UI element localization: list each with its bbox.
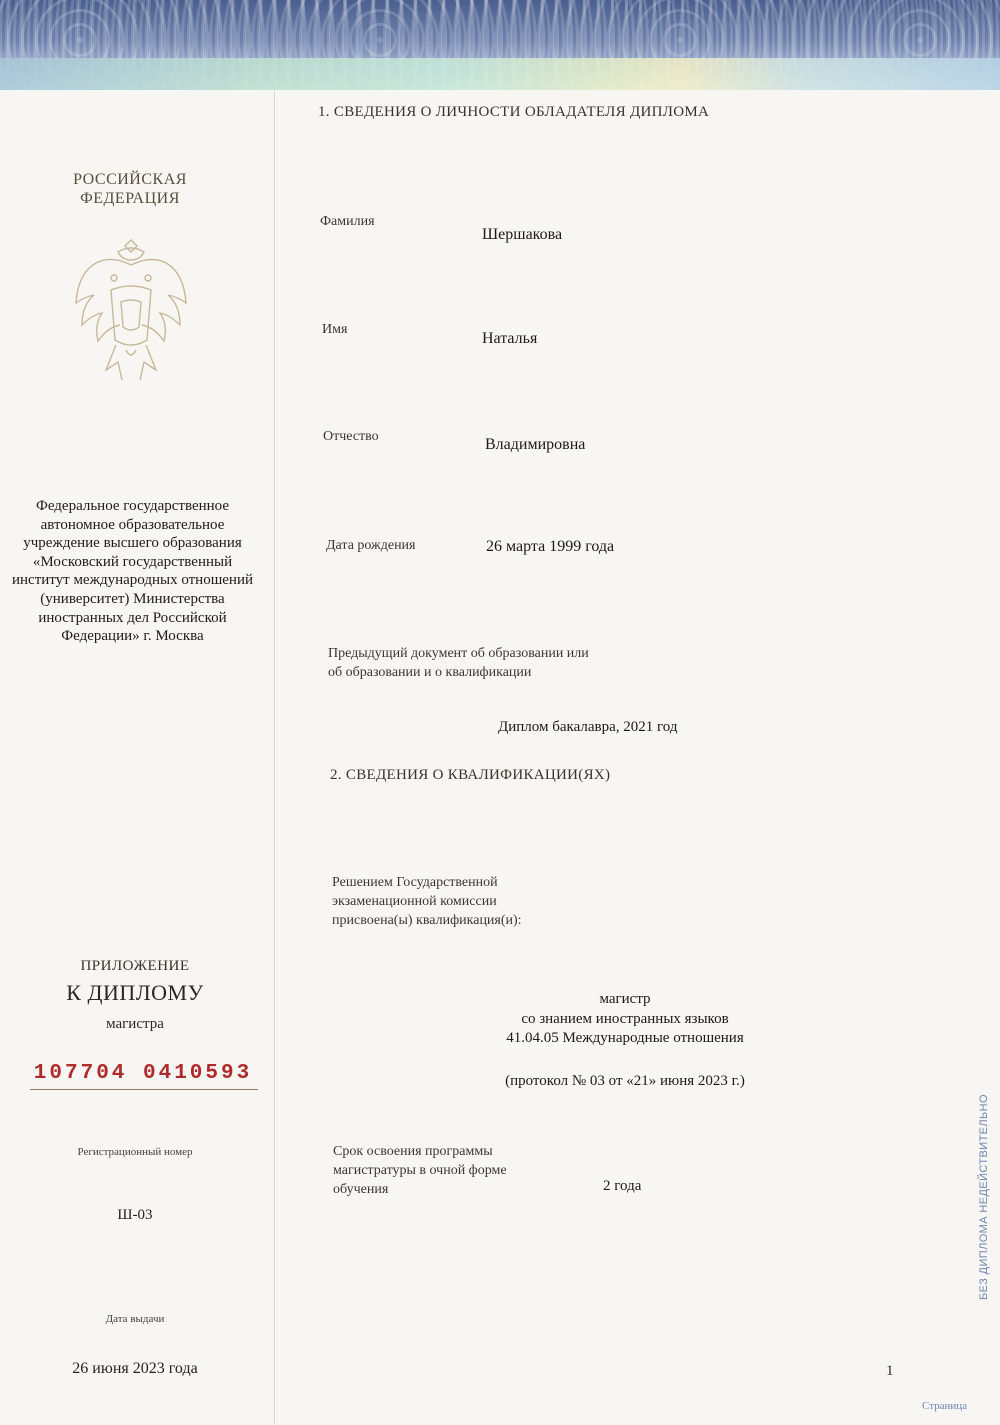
validity-note: БЕЗ ДИПЛОМА НЕДЕЙСТВИТЕЛЬНО bbox=[978, 1094, 990, 1300]
registration-label: Регистрационный номер bbox=[77, 1146, 193, 1158]
page-fold-divider bbox=[274, 90, 275, 1425]
patronymic-value: Владимировна bbox=[485, 436, 586, 453]
serial-number: 107704 0410593 bbox=[33, 1062, 253, 1085]
issue-date: 26 июня 2023 года bbox=[72, 1360, 198, 1377]
serial-underline bbox=[30, 1089, 258, 1090]
previous-document-label: Предыдущий документ об образовании или об образовании и о квалификации bbox=[328, 646, 589, 680]
surname-value: Шершакова bbox=[482, 226, 563, 243]
institution-name: Федеральное государственное автономное образовательное учреждение высшего образования «Московский государственный институт международных отношений (университет) Министерства иностранных дел Российской Федерации» г. Москва bbox=[11, 498, 254, 645]
appendix-degree: магистра bbox=[106, 1016, 164, 1032]
birth-date-label: Дата рождения bbox=[326, 538, 416, 553]
coat-of-arms-emblem bbox=[56, 230, 206, 400]
name-label: Имя bbox=[322, 322, 348, 337]
issue-date-label: Дата выдачи bbox=[105, 1313, 165, 1325]
protocol-reference: (протокол № 03 от «21» июня 2023 г.) bbox=[505, 1073, 745, 1089]
name-value: Наталья bbox=[482, 330, 538, 347]
surname-label: Фамилия bbox=[320, 214, 375, 229]
country-title: РОССИЙСКАЯ ФЕДЕРАЦИЯ bbox=[73, 171, 187, 207]
qualification-block bbox=[440, 990, 810, 1049]
previous-document-value: Диплом бакалавра, 2021 год bbox=[498, 719, 678, 735]
study-duration-label: Срок освоения программы магистратуры в очной форме обучения bbox=[333, 1144, 507, 1197]
appendix-subtitle: К ДИПЛОМУ bbox=[66, 980, 204, 1005]
study-duration-value: 2 года bbox=[603, 1178, 642, 1194]
appendix-title: ПРИЛОЖЕНИЕ bbox=[80, 958, 190, 974]
section2-title: 2. СВЕДЕНИЯ О КВАЛИФИКАЦИИ(ЯХ) bbox=[330, 767, 611, 783]
decision-label: Решением Государственной экзаменационной комиссии присвоена(ы) квалификация(и): bbox=[332, 875, 522, 928]
registration-number: Ш-03 bbox=[117, 1207, 153, 1223]
section1-title: 1. СВЕДЕНИЯ О ЛИЧНОСТИ ОБЛАДАТЕЛЯ ДИПЛОМА bbox=[318, 104, 710, 120]
page-number: 1 bbox=[886, 1363, 894, 1379]
banner-stripe bbox=[0, 58, 1000, 90]
qualification-specialty: 41.04.05 Международные отношения bbox=[506, 1030, 744, 1046]
birth-date-value: 26 марта 1999 года bbox=[486, 538, 615, 555]
page-label: Страница bbox=[922, 1400, 968, 1412]
patronymic-label: Отчество bbox=[323, 429, 379, 444]
qualification-degree: магистр bbox=[599, 991, 651, 1007]
qualification-languages: со знанием иностранных языков bbox=[521, 1010, 729, 1027]
